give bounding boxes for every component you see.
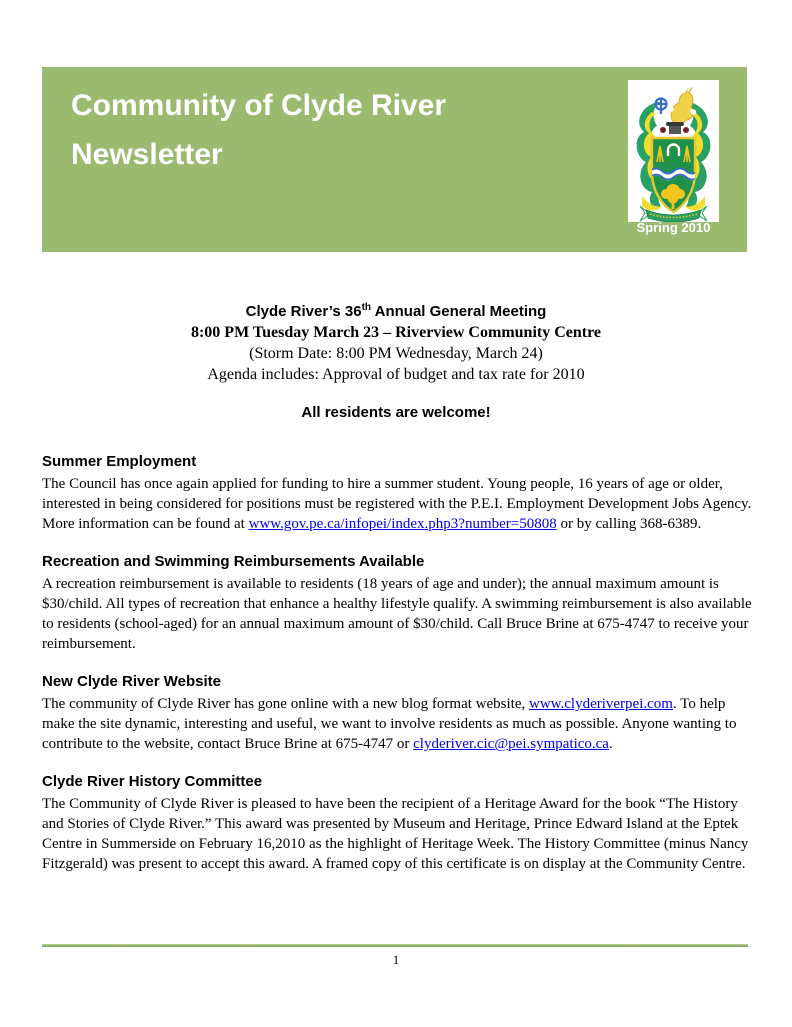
coat-of-arms-image <box>628 80 719 222</box>
section-body: The Council has once again applied for funding to hire a summer student. Young people, 16 years of age or older, interested in being considered for positions must be registered with the P.E.I. Employment Development Jobs Agency. More information can be found at www.gov.pe.ca/infopei/index.php3?number=50808 or by calling 368-6389. <box>42 476 752 532</box>
storm-date: (Storm Date: 8:00 PM Wednesday, March 24) <box>249 345 543 362</box>
section-history-committee <box>42 773 754 874</box>
meeting-title: Clyde River’s 36th Annual General Meeting <box>245 302 547 320</box>
footer-divider <box>42 944 748 947</box>
section-body: A recreation reimbursement is available to residents (18 years of age and under); the annual maximum amount is $30/child. All types of recreation that enhance a healthy lifestyle qualify. A swimming reimbursement is also available to residents (school-aged) for an annual maximum amount of $30/child. Call Bruce Brine at 675-4747 to receive your reimbursement. <box>42 576 752 652</box>
clyde-river-crest-icon <box>628 80 719 222</box>
section-body: The community of Clyde River has gone online with a new blog format website, www.clyderiverpei.com. To help make the site dynamic, interesting and useful, we want to involve residents as much as possible. Anyone wanting to contribute to the website, contact Bruce Brine at 675-4747 or clyderiver.cic@pei.sympatico.ca. <box>42 696 737 752</box>
newsletter-title-line2: Newsletter <box>71 138 223 171</box>
section-body: The Community of Clyde River is pleased to have been the recipient of a Heritage Award for the book “The History and Stories of Clyde River.” This award was presented by Museum and Heritage, Prince Edward Island at the Eptek Centre in Summerside on February 16,2010 as the highlight of Heritage Week. The History Committee (minus Nancy Fitzgerald) was present to accept this award. A framed copy of this certificate is on display at the Community Centre. <box>42 796 749 872</box>
ordinal-superscript: th <box>361 302 372 313</box>
clyderiverpei-link[interactable]: www.clyderiverpei.com <box>528 696 673 712</box>
section-heading: Recreation and Swimming Reimbursements Available <box>42 553 425 570</box>
issue-label: Spring 2010 <box>636 220 711 235</box>
meeting-time-place: 8:00 PM Tuesday March 23 – Riverview Community Centre <box>190 324 602 341</box>
header-banner <box>42 67 747 252</box>
section-heading: Summer Employment <box>42 453 197 470</box>
newsletter-title <box>71 81 446 179</box>
agenda-note: Agenda includes: Approval of budget and tax rate for 2010 <box>207 366 585 383</box>
section-summer-employment <box>42 453 754 534</box>
section-new-website <box>42 673 754 754</box>
article-sections <box>42 453 754 893</box>
section-heading: New Clyde River Website <box>42 673 221 690</box>
meeting-announcement <box>0 297 792 423</box>
infopei-link[interactable]: www.gov.pe.ca/infopei/index.php3?number=50808 <box>248 516 557 532</box>
page-number: 1 <box>392 952 400 967</box>
welcome-message: All residents are welcome! <box>301 404 491 421</box>
section-heading: Clyde River History Committee <box>42 773 263 790</box>
newsletter-title-line1: Community of Clyde River <box>71 89 447 122</box>
section-recreation-reimbursements <box>42 553 754 654</box>
clyderiver-email-link[interactable]: clyderiver.cic@pei.sympatico.ca <box>413 736 609 752</box>
